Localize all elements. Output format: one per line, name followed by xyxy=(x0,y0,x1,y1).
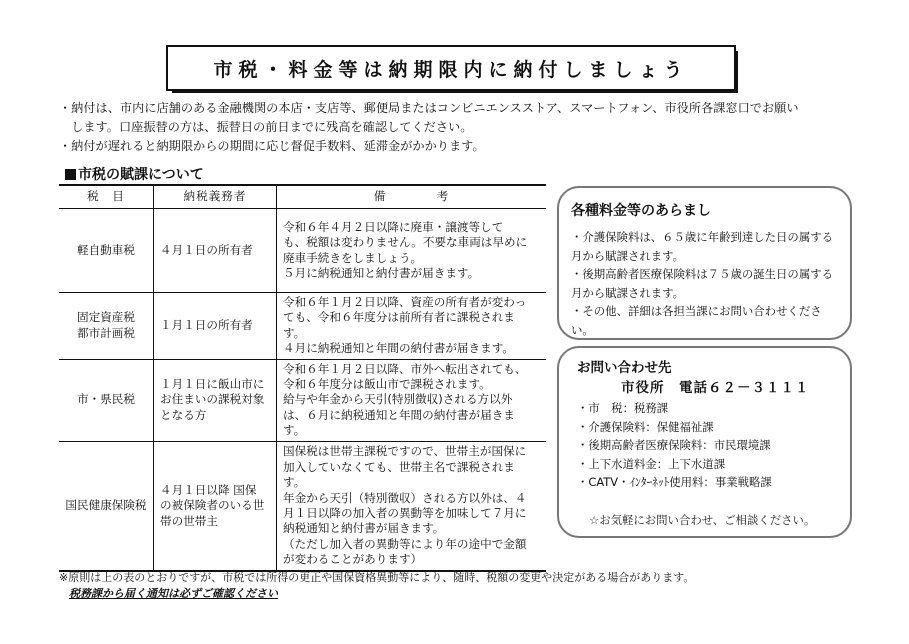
payer-text: １月１日に飯山市に お住まいの課税対象 となる方 xyxy=(160,377,265,422)
fees-line: ・その他、詳細は各担当課にお問い合わせください。 xyxy=(571,304,822,337)
list-item: ・上下水道料金：上下水道課 xyxy=(577,456,726,471)
footnote-line-1: ※原則は上の表のとおりですが、市税では所得の更正や国保資格異動等により、随時、税額の変更や決定がある場合があります。 xyxy=(59,571,695,584)
header-payer: 納税義務者 xyxy=(154,185,277,209)
note-text: 令和６年４月２日以降に廃車・譲渡等して も、税額は変わりません。不要な車両は早めに 廃車手続きをしましょう。 ５月に納税通知と納付書が届きます。 xyxy=(283,219,528,280)
cell-payer xyxy=(154,359,277,441)
intro-line-1: ・納付は、市内に店舗のある金融機関の本店・支店等、郵便局またはコンビニエンスストア、スマートフォン、市役所各課窓口でお願い xyxy=(59,101,799,115)
fees-line: 月から賦課されます。 xyxy=(571,248,684,263)
payer-text: ４月１日の所有者 xyxy=(160,242,253,257)
footnote-line-2: 税務課から届く通知は必ずご確認ください xyxy=(69,587,278,600)
section-title-text: 市税の賦課について xyxy=(78,167,204,183)
intro-line-3: ・納付が遅れると納期限からの期間に応じ督促手数料、延滞金がかかります。 xyxy=(59,139,485,153)
cell-note xyxy=(277,209,547,293)
contact-phone: 市役所 電話６２－３１１１ xyxy=(621,380,810,396)
note-text: 令和６年１月２日以降、資産の所有者が変わっ ても、令和６年度分は前所有者に課税されま す。 ４月に納税通知と年間の納付書が届きます。 xyxy=(283,295,527,356)
list-item: ・市 税：税務課 xyxy=(577,401,669,415)
table-row xyxy=(59,209,546,293)
list-item: ・後期高齢者医療保険料：市民環境課 xyxy=(577,438,771,453)
cell-note xyxy=(277,293,547,360)
section-title xyxy=(65,164,204,184)
tax-name: 軽自動車税 xyxy=(77,242,135,257)
contact-box xyxy=(557,346,852,538)
cell-tax xyxy=(59,441,154,571)
intro-line-2: します。口座振替の方は、振替日の前日までに残高を確認してください。 xyxy=(59,120,473,134)
cell-payer xyxy=(154,209,277,293)
black-square-icon xyxy=(65,169,76,180)
page-title-text: 市税・料金等は納期限内に納付しましょう xyxy=(213,58,689,81)
header-note: 備 考 xyxy=(277,185,547,209)
contact-box-title: お問い合わせ先 xyxy=(577,360,672,376)
contact-closing: ☆お気軽にお問い合わせ、ご相談ください。 xyxy=(589,512,816,527)
cell-tax xyxy=(59,293,154,360)
table-header-row xyxy=(59,185,546,209)
fees-box-title: 各種料金等のあらまし xyxy=(571,203,711,219)
payer-text: １月１日の所有者 xyxy=(160,318,253,333)
cell-payer xyxy=(154,441,277,571)
fees-summary-box xyxy=(557,186,852,340)
table-row xyxy=(59,293,546,360)
cell-tax xyxy=(59,209,154,293)
intro-text xyxy=(59,99,879,156)
payer-text: ４月１日以降 国保 の被保険者のいる世 帯の世帯主 xyxy=(160,482,265,528)
note-text: 国保税は世帯主課税ですので、世帯主が国保に 加入していなくても、世帯主名で課税されま す。 年金から天引（特別徴収）される方以外は、４ 月１日以降の加入者の異動等を加味して７月に 納税通知と納付書が届きます。 （ただし加入者の異動等により年の途中で金額 が変わることがあります） xyxy=(283,444,527,567)
list-item: ・CATV・ｲﾝﾀｰﾈｯﾄ使用料：事業戦略課 xyxy=(577,475,772,490)
fees-line: ・介護保険料は、６５歳に年齢到達した日の属する xyxy=(571,230,833,244)
tax-table xyxy=(59,184,546,572)
cell-payer xyxy=(154,293,277,360)
table-row xyxy=(59,359,546,441)
footnote xyxy=(59,569,889,601)
cell-tax xyxy=(59,359,154,441)
contact-list xyxy=(577,399,840,492)
tax-name: 固定資産税 都市計画税 xyxy=(77,310,135,340)
tax-name: 市・県民税 xyxy=(77,392,135,407)
cell-note xyxy=(277,441,547,571)
table-row xyxy=(59,441,546,571)
fees-line: 月から賦課されます。 xyxy=(571,285,684,300)
header-tax: 税 目 xyxy=(59,185,154,209)
list-item: ・介護保険料：保健福祉課 xyxy=(577,419,714,434)
fees-line: ・後期高齢者医療保険料は７５歳の誕生日の属する xyxy=(571,267,833,282)
note-text: 令和６年１月２日以降、市外へ転出されても、 令和６年度分は飯山市で課税されます。 給与や年金から天引(特別徴収)される方以外 は、６月に納税通知と年間の納付書が届きま す。 xyxy=(283,361,527,438)
cell-note xyxy=(277,359,547,441)
tax-name: 国民健康保険税 xyxy=(65,498,147,513)
page-title xyxy=(166,45,736,91)
